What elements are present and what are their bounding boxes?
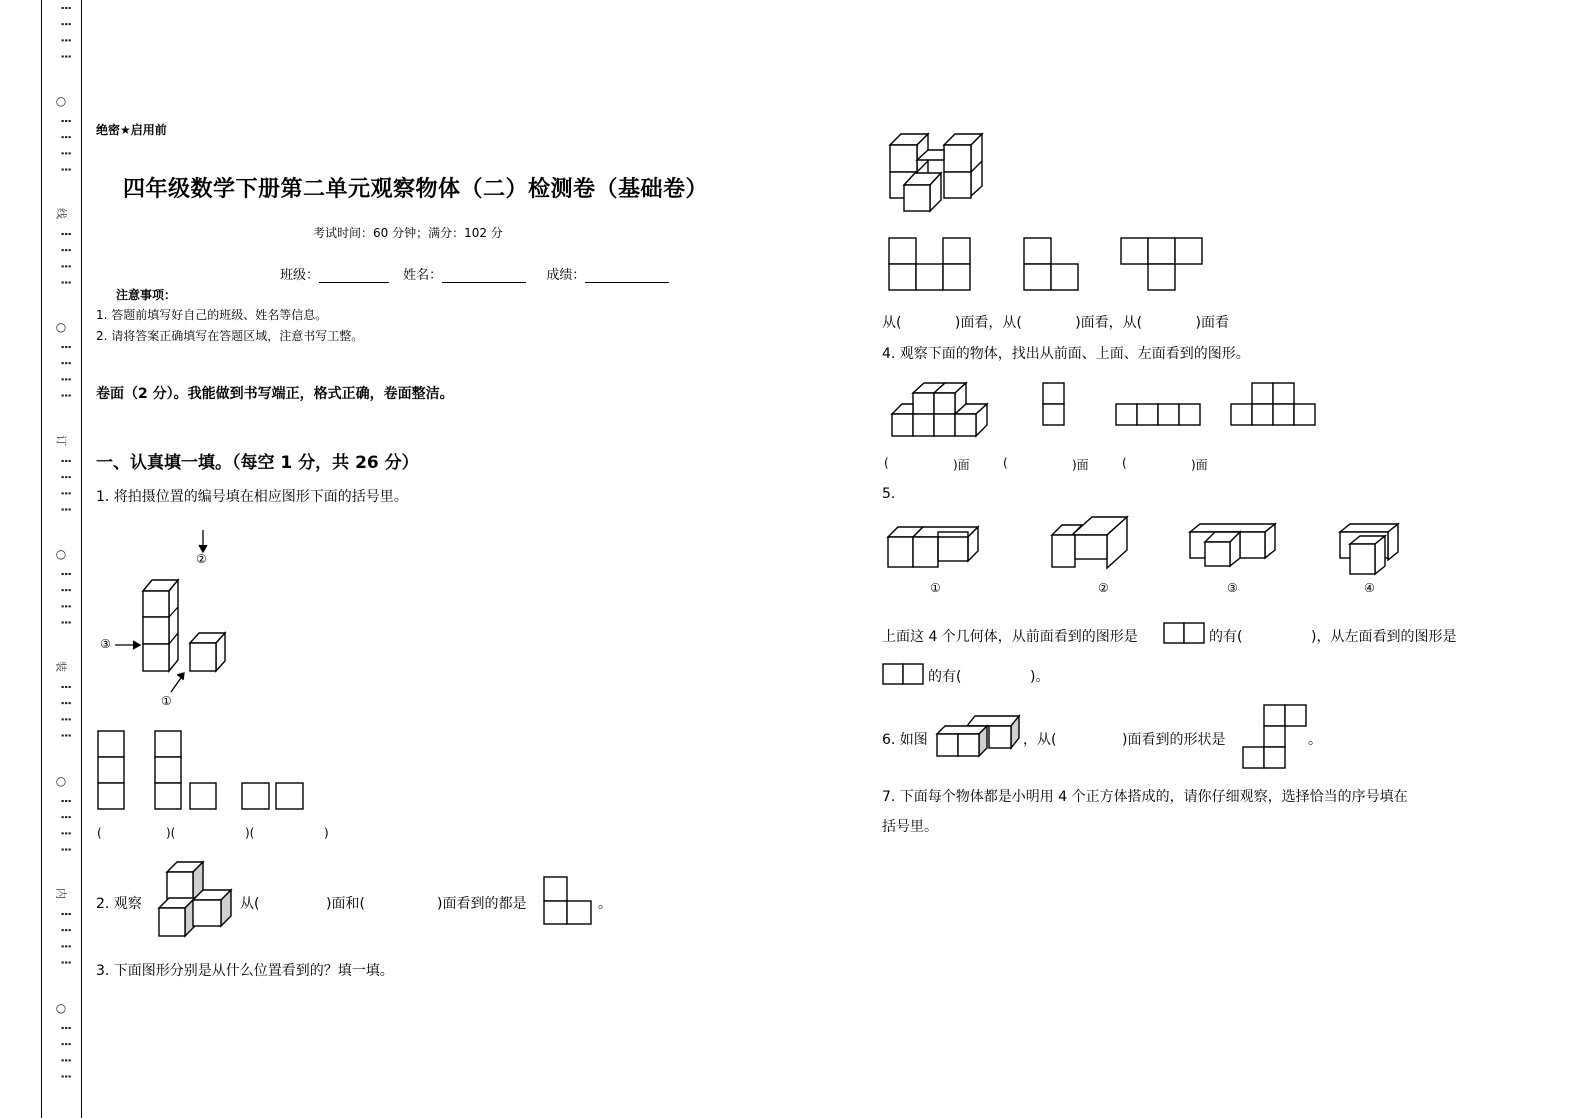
binding-line-right [81,0,82,1118]
svg-text:③: ③ [100,637,111,651]
q6-cube-figure [937,712,1023,760]
binding-dots: ⋮ ⋮ ⋮ ⋮ [59,228,73,289]
confidential-label: 绝密★启用前 [96,123,167,137]
q4-cube-figure [892,381,992,439]
binding-dots: ⋮ ⋮ ⋮ ⋮ [59,908,73,969]
student-fields [280,264,669,283]
binding-circle: ○ [55,1001,67,1015]
q1-cube-figure [95,525,245,710]
binding-char-xian: 线 [54,208,68,219]
name-label: 姓名： [403,268,443,283]
note-1: 1. 答题前填写好自己的班级、姓名等信息。 [96,308,328,322]
q4-answer-1-open[interactable]: ( [884,456,889,470]
binding-circle: ○ [55,94,67,108]
q3-cube-figure [885,130,990,212]
class-label: 班级： [280,268,320,283]
q4-answer-3-open[interactable]: ( [1122,456,1127,470]
q5-line2-b: )。 [1030,669,1050,685]
binding-dots: ⋮ ⋮ ⋮ ⋮ [59,115,73,176]
exam-info: 考试时间：60 分钟；满分：102 分 [313,226,503,240]
q5-figure-3 [1190,522,1280,572]
page-title: 四年级数学下册第二单元观察物体（二）检测卷（基础卷） [123,177,709,202]
q2-from-open[interactable]: 从( [240,896,260,912]
binding-line-left [41,0,42,1118]
q4-text: 4. 观察下面的物体，找出从前面、上面、左面看到的图形。 [882,346,1250,362]
score-label: 成绩： [546,268,586,283]
q2-seen-text: )面看到的都是 [437,896,527,912]
binding-circle: ○ [55,774,67,788]
binding-dots: ⋮ ⋮ ⋮ ⋮ [59,2,73,63]
q6-view-shape [1243,704,1309,770]
q5-left-view-shape [882,663,926,687]
q5-marker-1: ① [930,581,941,595]
q1-answer-3-open[interactable]: )( [245,826,255,840]
q4-answer-2-close: )面 [1072,458,1089,472]
q3-answer-line[interactable]: 从( )面看，从( )面看，从( )面看 [882,315,1229,331]
neatness-statement: 卷面（2 分）。我能做到书写端正，格式正确，卷面整洁。 [96,386,454,402]
q6-seen-text: )面看到的形状是 [1122,732,1226,748]
q5-figure-1 [888,522,988,572]
q5-line2-a[interactable]: 的有( [928,669,962,685]
q5-marker-3: ③ [1227,581,1238,595]
q5-label: 5. [882,486,896,502]
note-2: 2. 请将答案正确填写在答题区域，注意书写工整。 [96,329,364,343]
binding-char-nei: 内 [54,888,68,899]
binding-dots: ⋮ ⋮ ⋮ ⋮ [59,1022,73,1083]
name-input[interactable] [442,268,526,283]
q5-figure-4 [1340,522,1405,577]
svg-text:②: ② [196,552,207,566]
binding-char-zhuang: 装 [54,661,68,672]
binding-dots: ⋮ ⋮ ⋮ ⋮ [59,568,73,629]
q5-line1-a: 上面这 4 个几何体，从前面看到的图形是 [882,629,1138,645]
binding-dots: ⋮ ⋮ ⋮ ⋮ [59,341,73,402]
binding-char-ding: 订 [54,435,68,446]
q6-end: 。 [1308,732,1322,748]
binding-dots: ⋮ ⋮ ⋮ ⋮ [59,455,73,516]
q1-view-options [97,730,307,812]
q4-answer-1-close: )面 [953,458,970,472]
q6-from-open[interactable]: ，从( [1023,732,1057,748]
q5-front-view-shape [1163,622,1207,646]
q6-prefix: 6. 如图 [882,732,928,748]
q4-answer-2-open[interactable]: ( [1003,456,1008,470]
q5-line1-b[interactable]: 的有( [1209,629,1243,645]
class-input[interactable] [319,268,389,283]
binding-circle: ○ [55,320,67,334]
q2-cube-figure [157,860,235,938]
q1-text: 1. 将拍摄位置的编号填在相应图形下面的括号里。 [96,489,408,505]
q5-figure-2 [1052,515,1132,570]
binding-dots: ⋮ ⋮ ⋮ ⋮ [59,795,73,856]
q1-answer-close[interactable]: ) [324,826,329,840]
section-1-heading: 一、认真填一填。（每空 1 分，共 26 分） [96,453,419,473]
q5-marker-4: ④ [1364,581,1375,595]
q2-and-open[interactable]: )面和( [326,896,365,912]
q4-view-options [1042,381,1322,429]
notes-title: 注意事项： [116,288,177,302]
binding-circle: ○ [55,547,67,561]
q7-line1: 7. 下面每个物体都是小明用 4 个正方体搭成的，请你仔细观察，选择恰当的序号填在 [882,789,1408,805]
q4-answer-3-close: )面 [1191,458,1208,472]
q3-view-options [888,237,1208,292]
score-input[interactable] [585,268,669,283]
q7-line2: 括号里。 [882,819,938,835]
binding-dots: ⋮ ⋮ ⋮ ⋮ [59,681,73,742]
binding-strip [50,0,72,1118]
q3-text: 3. 下面图形分别是从什么位置看到的？填一填。 [96,963,394,979]
q2-view-shape [544,876,594,926]
q2-end: 。 [598,896,612,912]
svg-text:①: ① [161,694,172,708]
q5-marker-2: ② [1098,581,1109,595]
q1-answer-1-open[interactable]: ( [97,826,102,840]
q5-line1-c: )，从左面看到的图形是 [1311,629,1457,645]
q1-answer-2-open[interactable]: )( [166,826,176,840]
q2-prefix: 2. 观察 [96,896,142,912]
